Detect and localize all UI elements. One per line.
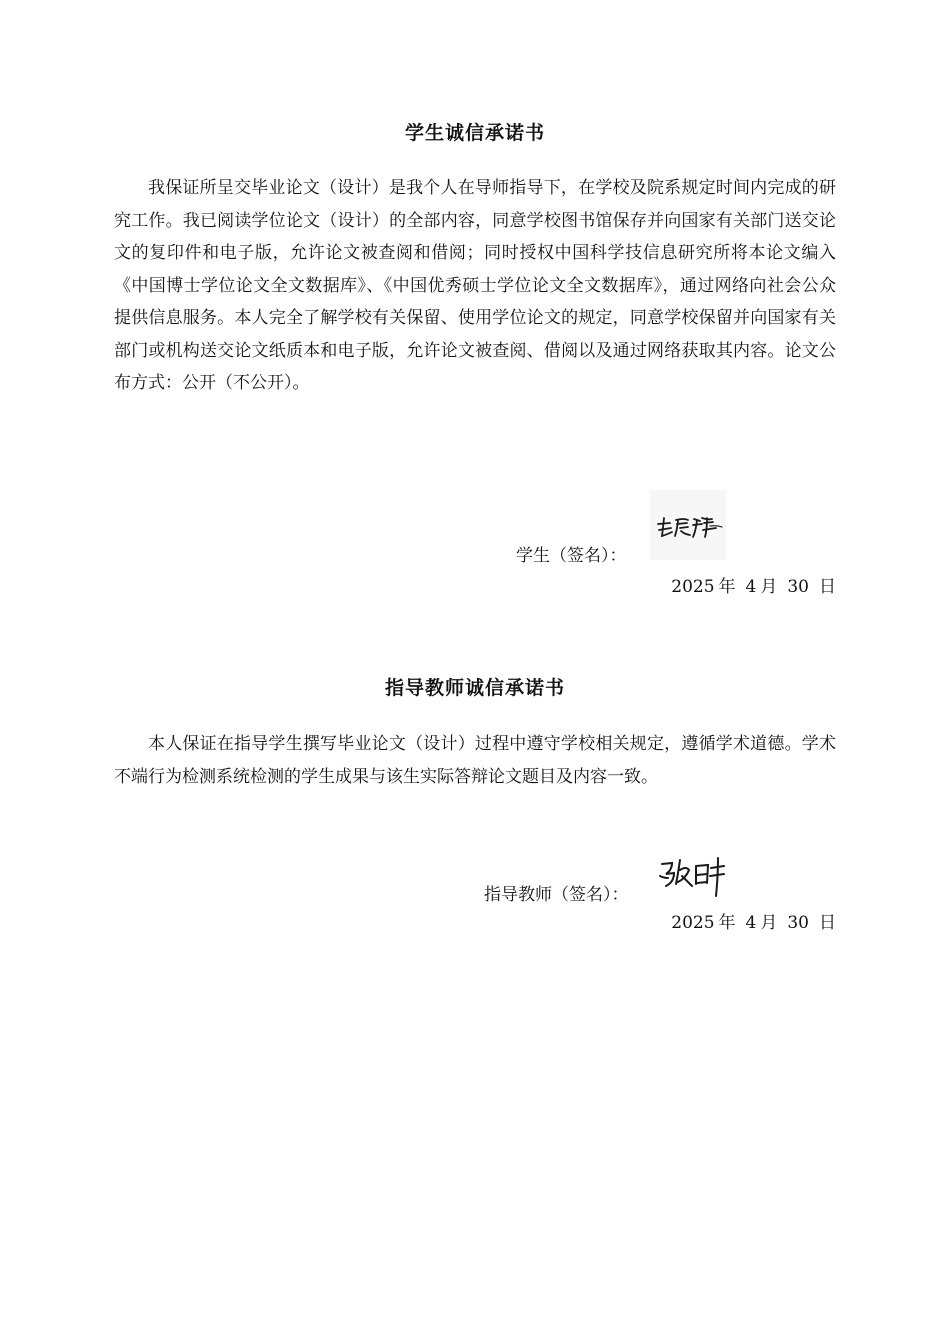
- date-year-unit: 年: [718, 913, 736, 933]
- advisor-pledge-title: 指导教师诚信承诺书: [384, 677, 565, 699]
- advisor-handwritten-signature: [656, 854, 728, 900]
- date-month-unit: 月: [760, 913, 778, 933]
- date-day-unit: 日: [819, 577, 836, 597]
- student-pledge-title: 学生诚信承诺书: [404, 122, 545, 144]
- date-year-unit: 年: [718, 577, 736, 597]
- student-signature-date: [671, 572, 836, 597]
- advisor-signature-label: 指导教师（签名）：: [484, 885, 629, 905]
- advisor-pledge-body: 本人保证在指导学生撰写毕业论文（设计）过程中遵守学校相关规定，遵循学术道德。学术不端行为检测系统检测的学生成果与该生实际答辩论文题目及内容一致。: [114, 734, 836, 787]
- student-handwritten-signature: [650, 490, 726, 560]
- date-month: 4: [745, 913, 757, 933]
- date-year: 2025: [671, 913, 715, 933]
- student-pledge-body: 我保证所呈交毕业论文（设计）是我个人在导师指导下，在学校及院系规定时间内完成的研究工作。我已阅读学位论文（设计）的全部内容，同意学校图书馆保存并向国家有关部门送交论文的复印件和电子版，允许论文被查阅和借阅；同时授权中国科学技信息研究所将本论文编入《中国博士学位论文全文数据库》、《中国优秀硕士学位论文全文数据库》，通过网络向社会公众提供信息服务。本人完全了解学校有关保留、使用学位论文的规定，同意学校保留并向国家有关部门或机构送交论文纸质本和电子版，允许论文被查阅、借阅以及通过网络获取其内容。论文公布方式：公开（不公开）。: [114, 178, 836, 393]
- advisor-signature-date: [671, 908, 836, 933]
- date-month: 4: [745, 577, 757, 597]
- date-year: 2025: [671, 577, 715, 597]
- date-day: 30: [787, 577, 809, 597]
- date-month-unit: 月: [760, 577, 778, 597]
- student-signature-label: 学生（签名）：: [516, 546, 627, 566]
- date-day-unit: 日: [819, 913, 836, 933]
- date-day: 30: [787, 913, 809, 933]
